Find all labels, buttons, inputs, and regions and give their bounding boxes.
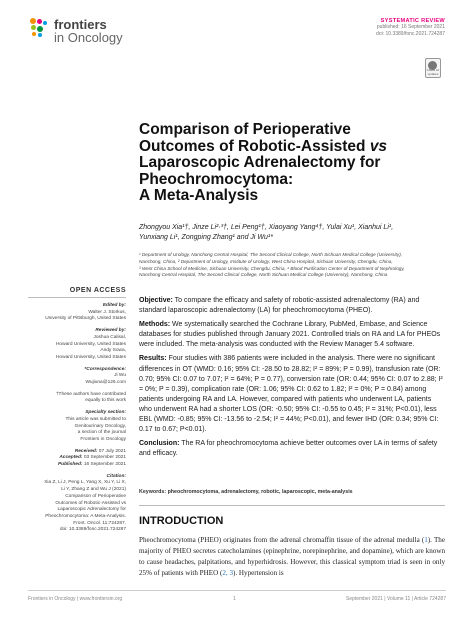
citation-line: Laparoscopic Adrenalectomy for: [57, 507, 126, 513]
conclusion-text: The RA for pheochromocytoma achieve better outcomes over LA in terms of safety and efficacy.: [139, 440, 438, 458]
citation-line: Comparison of Perioperative: [65, 493, 126, 499]
dates: [28, 449, 126, 469]
title-line: Comparison of Perioperative: [139, 121, 351, 138]
specialty-line: Frontiers in Oncology: [80, 436, 126, 442]
article-sidebar: [28, 287, 126, 534]
results-label: Results:: [139, 355, 167, 363]
keywords-label: Keywords:: [139, 489, 167, 495]
specialty-line: a section of the journal: [77, 430, 126, 436]
objective-text: To compare the efficacy and safety of robotic-assisted adrenalectomy (RA) and standard laparoscopic adrenalectomy (LA) for pheochromocytoma (PHEO).: [139, 297, 420, 315]
specialty-line: Genitourinary Oncology,: [74, 423, 126, 429]
check-for-updates-badge[interactable]: [425, 58, 441, 78]
abstract-objective: [139, 296, 445, 316]
editor-affiliation: University of Pittsburgh, United States: [45, 316, 126, 322]
specialty-section: [28, 410, 126, 444]
methods-label: Methods:: [139, 321, 171, 329]
journal-logo[interactable]: [30, 18, 123, 44]
intro-text: ). Hypertension is: [232, 569, 284, 577]
reviewer-name[interactable]: Andy Sowa,: [100, 348, 126, 354]
citation-line: Pheochromocytoma: A Meta-Analysis.: [45, 513, 126, 519]
abstract-conclusion: [139, 439, 445, 459]
affiliations: [139, 252, 444, 279]
author-list: [139, 223, 444, 243]
citation-label: Citation:: [106, 473, 126, 479]
author-line[interactable]: Zhongyou Xia¹†, Jinze Li²·³†, Lei Peng¹†, Xiaoyang Yang⁴†, Yulai Xu¹, Xianhui Li¹,: [139, 224, 394, 231]
reviewed-by: [28, 328, 126, 362]
article-meta: [376, 18, 445, 37]
specialty-label: Specialty section:: [85, 410, 126, 416]
footer-journal[interactable]: Frontiers in Oncology | www.frontiersin.org: [28, 596, 123, 602]
reviewer-affiliation: Howard University, United States: [55, 341, 126, 347]
introduction-text: [139, 535, 445, 579]
affiliation-line: ³ West China School of Medicine, Sichuan University, Chengdu, China, ⁴ Blood Purification Center of Department of Nephrology,: [139, 265, 405, 271]
author-line[interactable]: Yunxiang Li¹, Zongping Zhang¹ and Ji Wu¹*: [139, 234, 273, 241]
affiliation-line: ¹ Department of Urology, Nanchong Central Hospital, The Second Clinical College, North Sichuan Medical College (University),: [139, 252, 403, 257]
correspondent-email[interactable]: Wujiuna@126.com: [85, 380, 126, 386]
article-type: SYSTEMATIC REVIEW: [380, 18, 445, 24]
footer-date: September 2021 | Volume 11 | Article 724287: [345, 596, 446, 602]
intro-text: ). The majority of PHEO secretes catecholamines (epinephrine, norepinephrine, and dopamine), which are known to cause headaches, palpitations, and hyperhidrosis. However, this classical symptom triad is seen in only 25% of patients with PHEO (: [139, 536, 445, 577]
abstract: [139, 296, 445, 463]
reviewed-by-label: Reviewed by:: [95, 328, 126, 334]
doi-link[interactable]: doi: 10.3389/fonc.2021.724287: [376, 30, 445, 37]
citation-line: Xia Z, Li J, Peng L, Yang X, Xu Y, Li X,: [44, 480, 126, 486]
published-date: published: 16 September 2021: [376, 24, 445, 30]
equal-contribution-note: [28, 392, 126, 405]
conclusion-label: Conclusion:: [139, 440, 180, 448]
page-footer: [28, 590, 446, 605]
article-title: [139, 122, 439, 205]
citation: [28, 474, 126, 534]
page-number: 1: [233, 596, 236, 602]
keywords-text: pheochromocytoma, adrenalectomy, robotic, laparoscopic, meta-analysis: [166, 489, 353, 495]
citation-doi[interactable]: doi: 10.3389/fonc.2021.724287: [59, 527, 126, 533]
citation-line: Li Y, Zhang Z and Wu J (2021): [61, 487, 126, 493]
brand-name: frontiers: [54, 17, 107, 32]
reviewer-name[interactable]: Joshua Calisal,: [93, 334, 126, 340]
editor-name[interactable]: Walter J. Storkus,: [88, 309, 126, 315]
section-divider: [139, 505, 445, 506]
citation-line: Front. Oncol. 11:724287.: [73, 520, 126, 526]
title-line: Outcomes of Robotic-Assisted: [139, 137, 370, 155]
correspondence-label: *Correspondence:: [84, 366, 126, 372]
note-line: equally to this work: [85, 398, 126, 404]
results-text: Four studies with 386 patients were included in the analysis. There were no significant differences in OT (WMD: 0.16; 95% CI: -28.50 to 28.82; I² = 89%; P = 0.99), transfusion rate (OR: 0.70; 95% CI: 0.07 to 7.07; I² = 64%; P = 0.77), conversion rate (OR: 0.44; 95% CI: 0.07 to 2.88; I² = 0%; P = 0.39), complication rate (OR: 1.06; 95% CI: 0.62 to 1.82; I² = 0%; P = 0.84) among patients undergoing RA and LA. However, compared with patients who underwent LA, patients who underwent RA had a shorter LOS (OR: -0.50; 95% CI: -0.55 to 0.45; I² = 31%; P<0.01), less EBL (WMD: -0.85; 95% CI: -13.56 to -2.54; I² = 44%; P<0.01), and fewer IHD (OR: 0.34; 95% CI: 0.17 to 0.67; P<0.01).: [139, 355, 443, 434]
abstract-methods: [139, 320, 445, 350]
citation-line: Outcomes of Robotic-Assisted vs: [55, 500, 126, 506]
published-label: Published:: [57, 462, 83, 468]
objective-label: Objective:: [139, 297, 173, 304]
methods-text: We systematically searched the Cochrane Library, PubMed, Embase, and Science databases for studies published through January 2021. Controlled trials on RA and LA for PHEOs were included. The meta-analysis was conducted with the Review Manager 5.4 software.: [139, 321, 441, 349]
edited-by-label: Edited by:: [102, 303, 126, 308]
title-vs: vs: [369, 137, 388, 155]
correspondence: [28, 367, 126, 387]
note-line: †These authors have contributed: [55, 391, 126, 397]
title-line: A Meta-Analysis: [139, 187, 259, 205]
keywords: [139, 489, 445, 495]
accepted-label: Accepted:: [59, 455, 83, 461]
accepted-date: 03 September 2021: [83, 455, 126, 461]
abstract-results: [139, 354, 445, 435]
open-access-heading: OPEN ACCESS: [28, 287, 126, 298]
received-date: 07 July 2021: [98, 448, 126, 454]
affiliation-line: Nanchong Central Hospital, The Second Clinical College, North Sichuan Medical College (University), Nanchong, China: [139, 272, 388, 278]
title-line: Pheochromocytoma:: [139, 170, 294, 188]
published-date-sidebar: 16 September 2021: [83, 462, 126, 468]
received-label: Received:: [74, 448, 98, 454]
reference-link[interactable]: 1: [424, 536, 428, 544]
badge-label: Check for updates: [426, 68, 440, 76]
specialty-line: This article was submitted to: [65, 416, 126, 422]
reference-link[interactable]: 2, 3: [222, 569, 233, 577]
journal-name: in Oncology: [54, 30, 123, 45]
edited-by: [28, 303, 126, 323]
introduction-heading: INTRODUCTION: [139, 515, 224, 527]
correspondent-name: Ji Wu: [114, 373, 126, 379]
intro-text: Pheochromocytoma (PHEO) originates from the adrenal chromaffin tissue of the adrenal medulla (: [139, 536, 425, 544]
reviewer-affiliation: Howard University, United States: [55, 354, 126, 360]
frontiers-logo-icon: [30, 18, 50, 40]
title-line: Laparoscopic Adrenalectomy for: [139, 154, 381, 172]
affiliation-line: Nanchong, China, ² Department of Urology, Institute of Urology, West China Hospital, Sichuan University, Chengdu, China,: [139, 258, 393, 264]
